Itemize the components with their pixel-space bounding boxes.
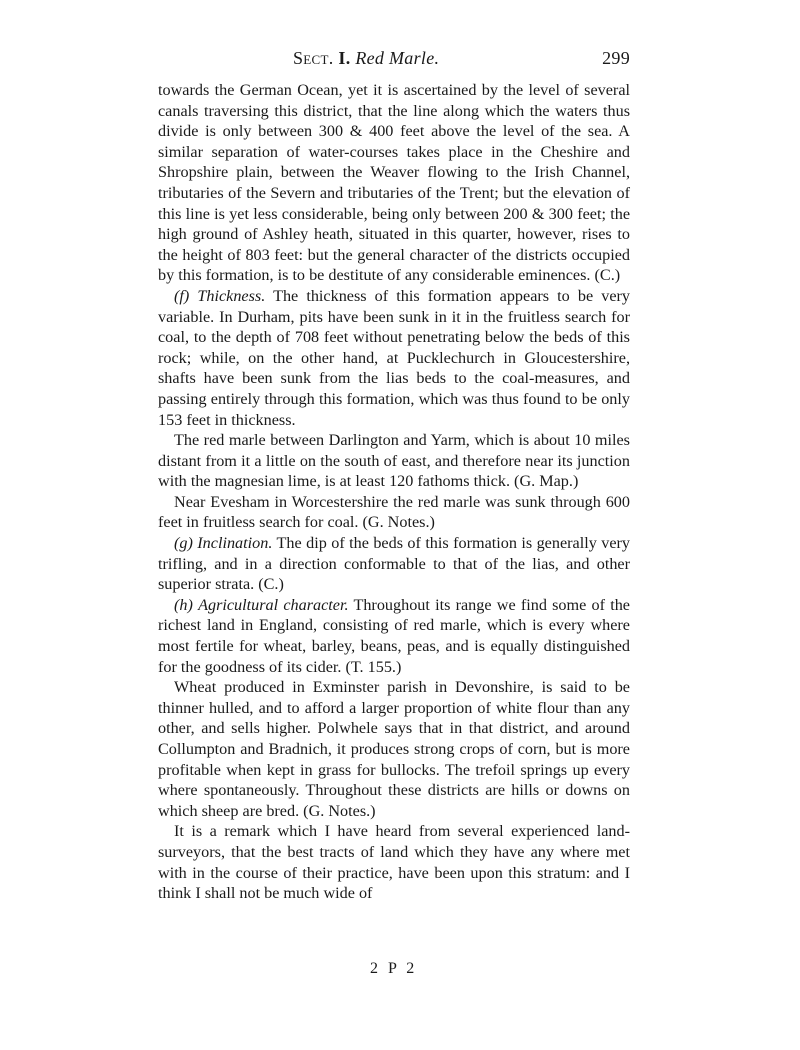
section-title: Red Marle. <box>355 48 440 68</box>
page-number: 299 <box>602 48 630 68</box>
subsection-label: (g) <box>174 534 193 553</box>
paragraph <box>158 80 630 286</box>
paragraph <box>158 492 630 533</box>
paragraph-text: It is a remark which I have heard from several experienced land-surveyors, that the best tracts of land which they have any where met with in the course of their practice, have been upon this stratum: and I think I shall not be much wide of <box>158 822 630 903</box>
paragraph <box>158 821 630 903</box>
paragraph-text: The dip of the beds of this formation is generally very trifling, and in a direction conformable to that of the lias, and other superior strata. (C.) <box>158 534 630 594</box>
subsection-heading: Inclination. <box>197 534 273 553</box>
paragraph <box>158 595 630 677</box>
paragraph <box>158 533 630 595</box>
section-label: Sect. <box>293 48 334 68</box>
subsection-label: (h) <box>174 595 193 614</box>
subsection-heading: Agricultural character. <box>198 595 349 614</box>
subsection-heading: Thickness. <box>197 286 266 305</box>
subsection-label: (f) <box>174 286 190 305</box>
paragraph <box>158 286 630 430</box>
printer-signature: 2 P 2 <box>370 960 418 977</box>
section-heading <box>293 48 439 69</box>
paragraph <box>158 430 630 492</box>
paragraph <box>158 677 630 821</box>
paragraph-text: Near Evesham in Worcestershire the red marle was sunk through 600 feet in fruitless search for coal. (G. Notes.) <box>158 492 630 532</box>
paragraph-text: Wheat produced in Exminster parish in Devonshire, is said to be thinner hulled, and to afford a larger proportion of white flour than any other, and sells higher. Polwhele says that in that district, and around Collumpton and Bradnich, it produces strong crops of corn, but is more profitable when kept in grass for bullocks. The trefoil springs up every where spontaneously. Throughout these districts are hills or downs on which sheep are bred. (G. Notes.) <box>158 678 630 820</box>
paragraph-text: The red marle between Darlington and Yarm, which is about 10 miles distant from it a little on the south of east, and therefore near its junction with the magnesian lime, is at least 120 fathoms thick. (G. Map.) <box>158 431 630 491</box>
paragraph-text: Throughout its range we find some of the richest land in England, consisting of red marle, which is every where most fertile for wheat, barley, beans, peas, and is equally distinguished for the goodness of its cider. (T. 155.) <box>158 595 630 676</box>
paragraph-text: The thickness of this formation appears to be very variable. In Durham, pits have been sunk in it in the fruitless search for coal, to the depth of 708 feet without penetrating below the beds of this rock; while, on the other hand, at Pucklechurch in Gloucestershire, shafts have been sunk from the lias beds to the coal-measures, and passing entirely through this formation, which was thus found to be only 153 feet in thickness. <box>158 286 630 429</box>
running-header <box>158 48 630 72</box>
paragraph-text: towards the German Ocean, yet it is ascertained by the level of several canals traversing this district, that the line along which the waters thus divide is only between 300 & 400 feet above the level of the sea. A similar separation of water-courses takes place in the Cheshire and Shropshire plain, between the Weaver flowing to the Irish Channel, tributaries of the Severn and tributaries of the Trent; but the elevation of this line is yet less considerable, being only between 200 & 300 feet; the high ground of Ashley heath, situated in this quarter, however, rises to the height of 803 feet: but the general character of the districts occupied by this formation, is to be destitute of any considerable eminences. (C.) <box>158 81 630 285</box>
body-text <box>158 80 630 904</box>
section-number: I. <box>338 48 351 68</box>
